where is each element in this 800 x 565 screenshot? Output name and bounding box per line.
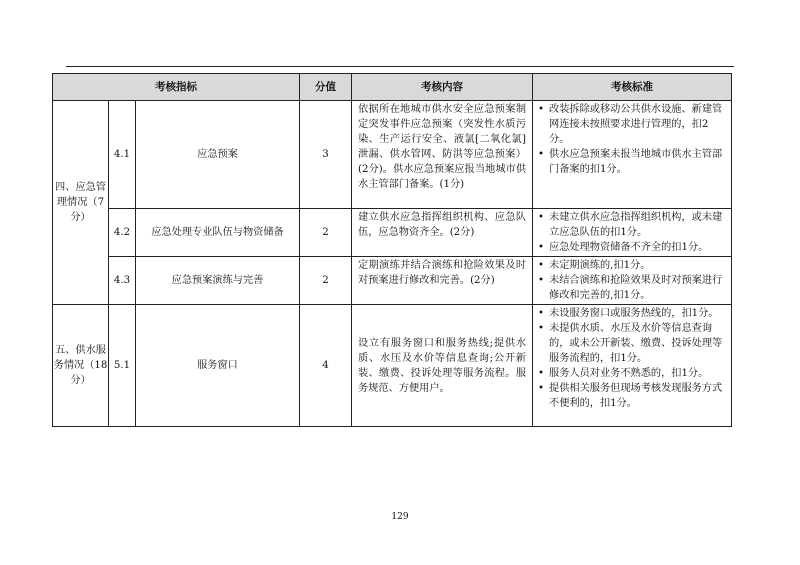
category-cell: 五、供水服务情况（18分）: [53, 305, 109, 427]
standard-item: • 供水应急预案未报当地城市供水主管部门备案的扣1分。: [537, 147, 725, 177]
item-score: 3: [300, 101, 352, 209]
item-name: 应急处理专业队伍与物资储备: [136, 209, 300, 257]
item-standards: [533, 257, 732, 305]
table-row: [53, 101, 732, 209]
item-score: 4: [300, 305, 352, 427]
item-content: 定期演练并结合演练和抢险效果及时对预案进行修改和完善。(2分): [352, 257, 533, 305]
standard-item: • 未定期演练的,扣1分。: [537, 258, 725, 273]
item-standards: [533, 209, 732, 257]
standard-item: • 服务人员对业务不熟悉的，扣1分。: [537, 366, 725, 381]
item-name: 应急预案: [136, 101, 300, 209]
standards-list: [537, 210, 725, 255]
standard-item: • 应急处理物资储备不齐全的扣1分。: [537, 240, 725, 255]
item-score: 2: [300, 209, 352, 257]
header-score: 分值: [300, 74, 352, 101]
item-number: 4.3: [109, 257, 136, 305]
header-standard: 考核标准: [533, 74, 732, 101]
item-content: 依据所在地城市供水安全应急预案制定突发事件应急预案（突发性水质污染、生产运行安全、液氯[二氧化氯]泄漏、供水管网、防洪等应急预案）(2分)。供水应急预案应报当地城市供水主管部门备案。(1分): [352, 101, 533, 209]
standard-item: • 提供相关服务但现场考核发现服务方式不便利的，扣1分。: [537, 381, 725, 411]
category-cell: 四、应急管理情况（7分）: [53, 101, 109, 305]
table-header-row: [53, 74, 732, 101]
standards-list: [537, 306, 725, 411]
item-number: 4.2: [109, 209, 136, 257]
item-score: 2: [300, 257, 352, 305]
item-content: 设立有服务窗口和服务热线;提供水质、水压及水价等信息查询;公开新装、缴费、投诉处理等服务流程。服务规范、方便用户。: [352, 305, 533, 427]
assessment-table: [52, 73, 732, 427]
standard-item: • 改装拆除或移动公共供水设施、新建管网连接未按照要求进行管理的，扣2分。: [537, 102, 725, 147]
standard-item: • 未设服务窗口或服务热线的，扣1分。: [537, 306, 725, 321]
page-number: 129: [391, 512, 409, 522]
item-standards: [533, 101, 732, 209]
standard-item: • 未提供水质、水压及水价等信息查询的，或未公开新装、缴费、投诉处理等服务流程的，扣1分。: [537, 321, 725, 366]
standards-list: [537, 258, 725, 303]
item-name: 应急预案演练与完善: [136, 257, 300, 305]
item-number: 5.1: [109, 305, 136, 427]
header-content: 考核内容: [352, 74, 533, 101]
header-indicator: 考核指标: [53, 74, 300, 101]
item-number: 4.1: [109, 101, 136, 209]
standard-item: • 未结合演练和抢险效果及时对预案进行修改和完善的,扣1分。: [537, 273, 725, 303]
item-name: 服务窗口: [136, 305, 300, 427]
standard-item: • 未建立供水应急指挥组织机构，或未建立应急队伍的扣1分。: [537, 210, 725, 240]
header-rule: [66, 66, 734, 67]
item-standards: [533, 305, 732, 427]
standards-list: [537, 102, 725, 177]
table-row: [53, 209, 732, 257]
item-content: 建立供水应急指挥组织机构、应急队伍，应急物资齐全。(2分): [352, 209, 533, 257]
table-row: [53, 257, 732, 305]
table-row: [53, 305, 732, 427]
